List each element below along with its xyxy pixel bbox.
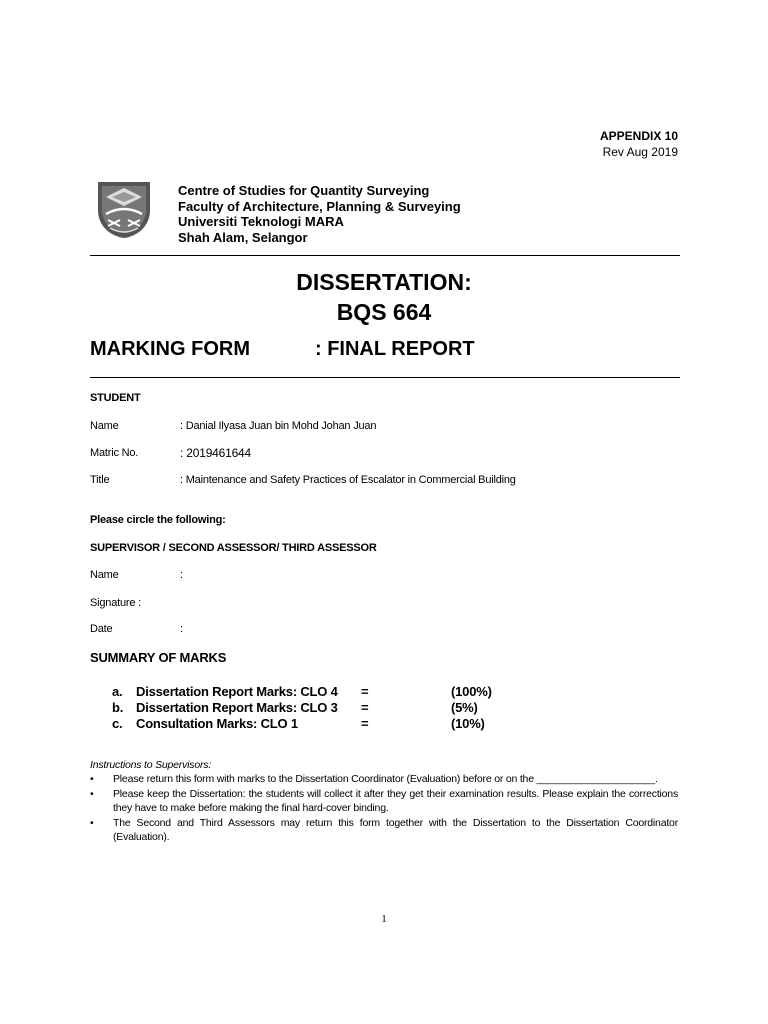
form-type: : FINAL REPORT bbox=[315, 338, 475, 360]
summary-label: Dissertation Report Marks: CLO 4 bbox=[136, 684, 338, 699]
summary-percent: (100%) bbox=[451, 684, 492, 699]
bullet-icon: • bbox=[90, 817, 94, 829]
title-divider bbox=[90, 377, 680, 378]
summary-equals: = bbox=[361, 716, 369, 731]
title-label: Title bbox=[90, 474, 110, 486]
summary-heading: SUMMARY OF MARKS bbox=[90, 650, 227, 665]
header-divider bbox=[90, 255, 680, 256]
summary-label: Dissertation Report Marks: CLO 3 bbox=[136, 700, 338, 715]
date-value: : bbox=[180, 623, 183, 635]
summary-equals: = bbox=[361, 684, 369, 699]
course-code: BQS 664 bbox=[336, 299, 432, 325]
summary-percent: (10%) bbox=[451, 716, 485, 731]
summary-label: Consultation Marks: CLO 1 bbox=[136, 716, 298, 731]
assessor-name-label: Name bbox=[90, 569, 119, 581]
student-name-label: Name bbox=[90, 420, 119, 432]
appendix-block bbox=[600, 128, 678, 160]
form-label: MARKING FORM bbox=[90, 338, 250, 360]
instruction-item bbox=[90, 772, 678, 786]
student-heading: STUDENT bbox=[90, 392, 141, 404]
appendix-label: APPENDIX 10 bbox=[599, 129, 678, 143]
student-name-value: : Danial Ilyasa Juan bin Mohd Johan Juan bbox=[180, 420, 377, 432]
instruction-text: Please return this form with marks to the Dissertation Coordinator (Evaluation) before or on the _____________________. bbox=[113, 773, 658, 785]
summary-letter: b. bbox=[112, 700, 124, 715]
instruction-text: The Second and Third Assessors may return this form together with the Dissertation to the Dissertation Coordinator (Evaluation). bbox=[113, 817, 678, 843]
institution-block bbox=[178, 183, 461, 245]
matric-value: : 2019461644 bbox=[180, 446, 252, 460]
university-logo bbox=[92, 180, 156, 238]
instruction-item bbox=[90, 787, 678, 815]
instruction-item bbox=[90, 816, 678, 844]
instruction-text: Please keep the Dissertation: the students will collect it after they get their examination results. Please explain the corrections they have to make before making the final hard-cover binding. bbox=[113, 788, 678, 814]
signature-label: Signature : bbox=[90, 597, 142, 609]
summary-letter: c. bbox=[112, 716, 123, 731]
document-title: DISSERTATION: bbox=[296, 269, 472, 295]
institution-line: Shah Alam, Selangor bbox=[178, 229, 308, 245]
page-number: 1 bbox=[381, 913, 387, 925]
date-label: Date bbox=[90, 623, 113, 635]
bullet-icon: • bbox=[90, 773, 94, 785]
instructions-heading: Instructions to Supervisors: bbox=[90, 759, 212, 771]
institution-line: Centre of Studies for Quantity Surveying bbox=[178, 183, 430, 198]
summary-equals: = bbox=[361, 700, 369, 715]
assessor-heading: SUPERVISOR / SECOND ASSESSOR/ THIRD ASSESSOR bbox=[90, 542, 377, 554]
summary-letter: a. bbox=[112, 684, 123, 699]
institution-line: Universiti Teknologi MARA bbox=[178, 214, 344, 229]
institution-line: Faculty of Architecture, Planning & Surveying bbox=[178, 198, 461, 214]
assessor-name-value: : bbox=[180, 569, 183, 581]
revision-label: Rev Aug 2019 bbox=[602, 145, 678, 159]
title-value: : Maintenance and Safety Practices of Escalator in Commercial Building bbox=[180, 474, 516, 486]
matric-label: Matric No. bbox=[90, 447, 139, 459]
circle-note: Please circle the following: bbox=[90, 514, 226, 526]
summary-percent: (5%) bbox=[451, 700, 478, 715]
bullet-icon: • bbox=[90, 788, 94, 800]
